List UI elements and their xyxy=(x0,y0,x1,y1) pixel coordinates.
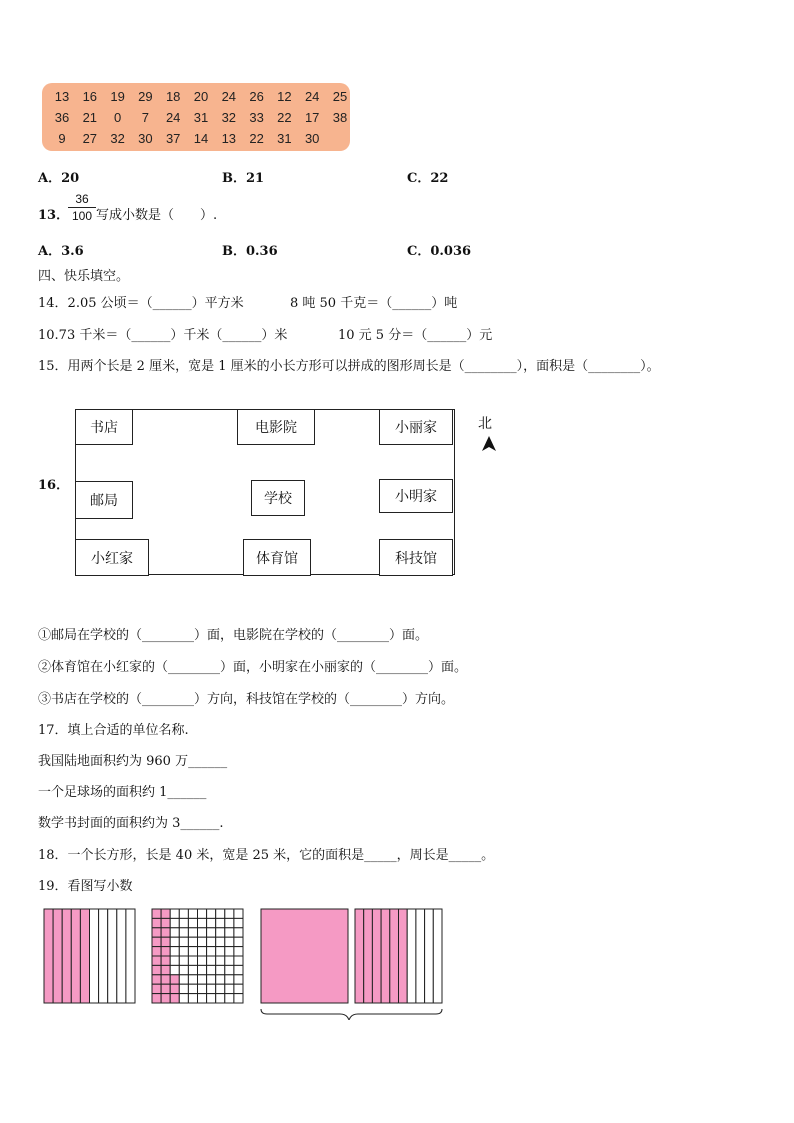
number-cell: 12 xyxy=(277,89,292,104)
hundredth-cell xyxy=(207,975,216,984)
q15-text: 15．用两个长是 2 厘米，宽是 1 厘米的小长方形可以拼成的图形周长是（________），面积是（________）。 xyxy=(38,359,660,374)
hundredth-cell xyxy=(161,956,170,965)
tenth-strip xyxy=(108,909,117,1003)
number-cell: 7 xyxy=(141,110,149,125)
number-cell: 19 xyxy=(110,89,125,104)
place-gym: 体育馆 xyxy=(243,539,311,576)
tenth-strip xyxy=(425,909,434,1003)
hundredth-cell xyxy=(225,965,234,974)
tenth-strip xyxy=(62,909,71,1003)
hundredth-cell xyxy=(152,984,161,993)
hundredth-cell xyxy=(152,928,161,937)
hundredth-cell xyxy=(170,965,179,974)
hundredth-cell xyxy=(216,984,225,993)
hundredth-cell xyxy=(179,994,188,1003)
hundredth-cell xyxy=(179,937,188,946)
q13-option-c: C．0.036 xyxy=(407,244,472,259)
hundredth-cell xyxy=(152,918,161,927)
hundredth-cell xyxy=(234,965,243,974)
hundredth-cell xyxy=(207,928,216,937)
hundredth-cell xyxy=(152,937,161,946)
fraction-bar xyxy=(68,207,96,208)
q13-number: 13． xyxy=(38,208,70,223)
number-table xyxy=(42,83,350,151)
hundredth-cell xyxy=(170,918,179,927)
map-frame xyxy=(75,409,455,575)
q13-fraction xyxy=(68,192,96,223)
hundredth-cell xyxy=(179,984,188,993)
hundredth-cell xyxy=(216,956,225,965)
hundredth-cell xyxy=(152,965,161,974)
q14-line2-right: 10 元 5 分＝（______）元 xyxy=(338,328,493,343)
number-cell: 13 xyxy=(221,131,237,146)
brace xyxy=(261,1009,442,1020)
q17-line2: 一个足球场的面积约 1______ xyxy=(38,785,207,800)
q16-sub2: ②体育馆在小红家的（________）面，小明家在小丽家的（________）面。 xyxy=(38,660,468,675)
hundredth-cell xyxy=(225,947,234,956)
q17-title: 17．填上合适的单位名称. xyxy=(38,723,189,738)
hundredth-cell xyxy=(161,975,170,984)
number-cell: 38 xyxy=(332,110,348,125)
number-cell: 31 xyxy=(193,110,209,125)
hundredth-cell xyxy=(198,965,207,974)
hundredth-cell xyxy=(216,909,225,918)
hundredth-cell xyxy=(161,937,170,946)
tenth-strip xyxy=(372,909,381,1003)
hundredth-cell xyxy=(170,937,179,946)
hundredth-cell xyxy=(225,975,234,984)
hundredth-cell xyxy=(170,947,179,956)
q12-option-a: A．20 xyxy=(38,171,80,186)
hundredth-cell xyxy=(188,947,197,956)
hundredth-cell xyxy=(198,994,207,1003)
hundredth-cell xyxy=(152,909,161,918)
q16-number: 16． xyxy=(38,478,70,493)
hundredth-cell xyxy=(198,937,207,946)
number-cell: 30 xyxy=(304,131,320,146)
place-post-office: 邮局 xyxy=(75,481,133,519)
hundredth-cell xyxy=(152,947,161,956)
hundredth-cell xyxy=(207,956,216,965)
hundredth-cell xyxy=(198,928,207,937)
place-xiaoli-home: 小丽家 xyxy=(379,409,453,445)
hundredth-cell xyxy=(179,975,188,984)
tenth-strip xyxy=(90,909,99,1003)
q13-text: 写成小数是（ ）. xyxy=(96,208,218,223)
q19-title: 19．看图写小数 xyxy=(38,879,133,894)
tenth-strip xyxy=(364,909,373,1003)
fraction-denominator: 100 xyxy=(71,209,93,223)
tenth-strip xyxy=(407,909,416,1003)
number-cell: 21 xyxy=(82,110,98,125)
hundredth-cell xyxy=(234,956,243,965)
q12-option-c: C．22 xyxy=(407,171,449,186)
north-label: 北 xyxy=(478,416,492,432)
q14-line1-left: 14．2.05 公顷＝（______）平方米 xyxy=(38,296,244,311)
hundredth-cell xyxy=(188,937,197,946)
hundredth-cell xyxy=(225,956,234,965)
hundredth-cell xyxy=(188,909,197,918)
hundredth-cell xyxy=(161,984,170,993)
hundredth-cell xyxy=(234,909,243,918)
hundredth-cell xyxy=(234,984,243,993)
number-cell: 37 xyxy=(165,131,181,146)
number-cell: 31 xyxy=(277,131,292,146)
hundredth-cell xyxy=(234,918,243,927)
hundredth-cell xyxy=(170,984,179,993)
decimal-figures xyxy=(40,905,450,1020)
north-arrow-icon xyxy=(480,436,498,452)
hundredth-cell xyxy=(234,975,243,984)
hundredth-cell xyxy=(216,975,225,984)
tenth-strip xyxy=(99,909,108,1003)
number-cell: 26 xyxy=(249,89,264,104)
figure-tenths-1 xyxy=(44,909,135,1003)
place-xiaoming-home: 小明家 xyxy=(379,479,453,513)
hundredth-cell xyxy=(152,975,161,984)
hundredth-cell xyxy=(161,947,170,956)
tenth-strip xyxy=(399,909,408,1003)
hundredth-cell xyxy=(207,909,216,918)
q13-option-a: A．3.6 xyxy=(38,244,84,259)
hundredth-cell xyxy=(170,928,179,937)
tenth-strip xyxy=(390,909,399,1003)
place-science-museum: 科技馆 xyxy=(379,539,453,576)
hundredth-cell xyxy=(188,975,197,984)
hundredth-cell xyxy=(216,947,225,956)
hundredth-cell xyxy=(198,918,207,927)
number-cell: 25 xyxy=(332,89,348,104)
hundredth-cell xyxy=(161,928,170,937)
hundredth-cell xyxy=(198,975,207,984)
number-cell: 17 xyxy=(304,110,320,125)
hundredth-cell xyxy=(198,909,207,918)
hundredth-cell xyxy=(161,909,170,918)
hundredth-cell xyxy=(179,965,188,974)
hundredth-cell xyxy=(152,956,161,965)
fraction-numerator: 36 xyxy=(75,192,89,206)
number-cell: 0 xyxy=(113,110,122,125)
hundredth-cell xyxy=(170,975,179,984)
hundredth-cell xyxy=(207,937,216,946)
number-cell: 24 xyxy=(165,110,181,125)
number-cell: 14 xyxy=(193,131,209,146)
hundredth-cell xyxy=(207,947,216,956)
tenth-strip xyxy=(416,909,425,1003)
hundredth-cell xyxy=(188,928,197,937)
number-cell: 20 xyxy=(193,89,209,104)
hundredth-cell xyxy=(207,994,216,1003)
hundredth-cell xyxy=(198,956,207,965)
hundredth-cell xyxy=(179,909,188,918)
tenth-strip xyxy=(117,909,126,1003)
number-cell: 13 xyxy=(54,89,70,104)
q14-line1-right: 8 吨 50 千克＝（______）吨 xyxy=(290,296,458,311)
number-cell: 32 xyxy=(221,110,237,125)
number-cell: 27 xyxy=(82,131,98,146)
tenth-strip xyxy=(433,909,442,1003)
hundredth-cell xyxy=(207,965,216,974)
q17-line3: 数学书封面的面积约为 3______. xyxy=(38,816,224,831)
q17-line1: 我国陆地面积约为 960 万______ xyxy=(38,754,228,769)
figure-whole-and-tenths xyxy=(261,909,442,1003)
hundredth-cell xyxy=(179,918,188,927)
hundredth-cell xyxy=(179,947,188,956)
tenth-strip xyxy=(355,909,364,1003)
hundredth-cell xyxy=(179,928,188,937)
hundredth-cell xyxy=(188,918,197,927)
hundredth-cell xyxy=(216,918,225,927)
q18-text: 18．一个长方形，长是 40 米，宽是 25 米，它的面积是_____，周长是_____。 xyxy=(38,848,495,863)
q13-option-b: B．0.36 xyxy=(222,244,278,259)
tenth-strip xyxy=(126,909,135,1003)
q14-line2-left: 10.73 千米＝（______）千米（______）米 xyxy=(38,328,288,343)
number-cell: 33 xyxy=(249,110,264,125)
number-cell: 22 xyxy=(249,131,264,146)
whole-square xyxy=(261,909,348,1003)
q12-option-b: B．21 xyxy=(222,171,265,186)
hundredth-cell xyxy=(179,956,188,965)
place-cinema: 电影院 xyxy=(237,409,315,445)
number-cell: 16 xyxy=(82,89,98,104)
hundredth-cell xyxy=(170,994,179,1003)
hundredth-cell xyxy=(216,937,225,946)
hundredth-cell xyxy=(188,984,197,993)
hundredth-cell xyxy=(207,918,216,927)
place-school: 学校 xyxy=(251,480,305,516)
hundredth-cell xyxy=(234,937,243,946)
place-xiaohong-home: 小红家 xyxy=(75,539,149,576)
hundredth-cell xyxy=(225,984,234,993)
place-bookstore: 书店 xyxy=(75,409,133,445)
tenth-strip xyxy=(71,909,80,1003)
hundredth-cell xyxy=(216,965,225,974)
hundredth-cell xyxy=(161,918,170,927)
hundredth-cell xyxy=(198,984,207,993)
number-cell: 32 xyxy=(110,131,125,146)
hundredth-cell xyxy=(170,909,179,918)
number-cell: 24 xyxy=(304,89,320,104)
q16-sub3: ③书店在学校的（________）方向，科技馆在学校的（________）方向。 xyxy=(38,692,455,707)
tenth-strip xyxy=(53,909,62,1003)
number-cell: 18 xyxy=(165,89,181,104)
tenth-strip xyxy=(381,909,390,1003)
number-cell: 29 xyxy=(138,89,153,104)
number-cell: 22 xyxy=(277,110,292,125)
hundredth-cell xyxy=(216,928,225,937)
hundredth-cell xyxy=(225,928,234,937)
q16-sub1: ①邮局在学校的（________）面，电影院在学校的（________）面。 xyxy=(38,628,429,643)
section-title: 四、快乐填空。 xyxy=(38,269,130,284)
hundredth-cell xyxy=(161,965,170,974)
tenth-strip xyxy=(44,909,53,1003)
tenth-strip xyxy=(80,909,89,1003)
hundredth-cell xyxy=(216,994,225,1003)
number-cell: 9 xyxy=(58,131,66,146)
hundredth-cell xyxy=(234,994,243,1003)
number-cell: 36 xyxy=(54,110,70,125)
hundredth-cell xyxy=(225,909,234,918)
hundredth-cell xyxy=(170,956,179,965)
hundredth-cell xyxy=(188,956,197,965)
hundredth-cell xyxy=(234,947,243,956)
figure-hundredths xyxy=(152,909,243,1003)
hundredth-cell xyxy=(225,918,234,927)
hundredth-cell xyxy=(225,937,234,946)
hundredth-cell xyxy=(198,947,207,956)
hundredth-cell xyxy=(188,994,197,1003)
hundredth-cell xyxy=(234,928,243,937)
hundredth-cell xyxy=(225,994,234,1003)
hundredth-cell xyxy=(188,965,197,974)
hundredth-cell xyxy=(152,994,161,1003)
number-cell: 30 xyxy=(138,131,153,146)
hundredth-cell xyxy=(161,994,170,1003)
hundredth-cell xyxy=(207,984,216,993)
number-cell: 24 xyxy=(221,89,237,104)
